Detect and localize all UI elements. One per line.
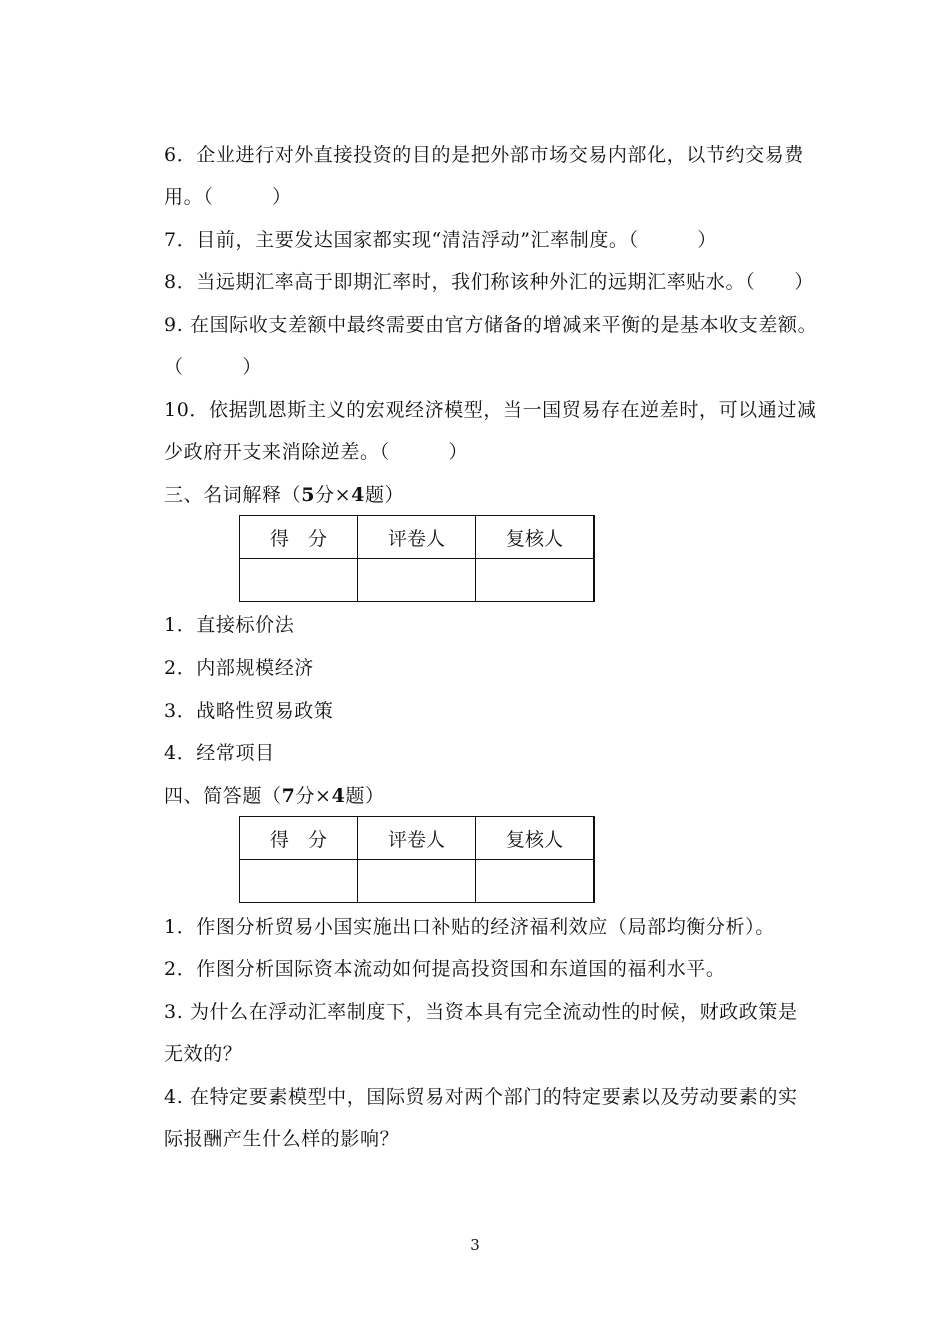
question-10-line-2: 少政府开支来消除逆差。（ ） — [164, 441, 469, 463]
short-answer-1: 1．作图分析贸易小国实施出口补贴的经济福利效应（局部均衡分析）。 — [164, 916, 775, 938]
question-10-line-1: 10．依据凯恩斯主义的宏观经济模型，当一国贸易存在逆差时，可以通过减 — [164, 399, 817, 421]
reviewer-header: 复核人 — [476, 516, 595, 559]
grader-header: 评卷人 — [358, 817, 476, 860]
page-number: 3 — [470, 1236, 480, 1254]
term-item-2: 2．内部规模经济 — [164, 657, 314, 679]
short-answer-3-line-2: 无效的？ — [164, 1043, 243, 1065]
term-item-1: 1．直接标价法 — [164, 614, 295, 636]
short-answer-2: 2．作图分析国际资本流动如何提高投资国和东道国的福利水平。 — [164, 958, 726, 980]
section-4-title-prefix: 四、简答题（ — [164, 785, 282, 807]
section-3-title — [164, 483, 404, 507]
section-3-points: 5 — [301, 484, 316, 506]
reviewer-cell — [476, 860, 595, 903]
section-4-count: 4 — [331, 785, 346, 807]
grader-cell — [358, 860, 476, 903]
term-item-4: 4．经常项目 — [164, 742, 275, 764]
section-4-title-mid: 分× — [295, 785, 332, 807]
question-8: 8．当远期汇率高于即期汇率时，我们称该种外汇的远期汇率贴水。（ ） — [164, 271, 814, 293]
short-answer-4-line-1: 4. 在特定要素模型中，国际贸易对两个部门的特定要素以及劳动要素的实 — [164, 1086, 798, 1108]
section-4-title — [164, 784, 385, 808]
reviewer-header: 复核人 — [476, 817, 595, 860]
score-header: 得 分 — [240, 516, 358, 559]
question-6-line-2: 用。（ ） — [164, 186, 292, 208]
section-3-score-table — [239, 515, 595, 602]
score-cell — [240, 860, 358, 903]
section-4-points: 7 — [281, 785, 296, 807]
term-item-3: 3．战略性贸易政策 — [164, 700, 334, 722]
short-answer-3-line-1: 3. 为什么在浮动汇率制度下，当资本具有完全流动性的时候，财政政策是 — [164, 1001, 798, 1023]
section-3-count: 4 — [351, 484, 365, 506]
section-4-score-table — [239, 816, 595, 903]
grader-cell — [358, 559, 476, 602]
section-3-title-suffix: 题） — [364, 484, 405, 506]
section-4-title-suffix: 题） — [345, 785, 385, 807]
question-7: 7．目前，主要发达国家都实现“清洁浮动”汇率制度。（ ） — [164, 229, 718, 251]
question-9-line-1: 9. 在国际收支差额中最终需要由官方储备的增减来平衡的是基本收支差额。 — [164, 314, 818, 336]
section-3-title-mid: 分× — [315, 484, 352, 506]
question-6-line-1: 6．企业进行对外直接投资的目的是把外部市场交易内部化，以节约交易费 — [164, 144, 804, 166]
score-header: 得 分 — [240, 817, 358, 860]
grader-header: 评卷人 — [358, 516, 476, 559]
section-3-title-prefix: 三、名词解释（ — [164, 484, 302, 506]
score-cell — [240, 559, 358, 602]
reviewer-cell — [476, 559, 595, 602]
short-answer-4-line-2: 际报酬产生什么样的影响？ — [164, 1128, 400, 1150]
question-9-line-2: （ ） — [164, 356, 263, 378]
